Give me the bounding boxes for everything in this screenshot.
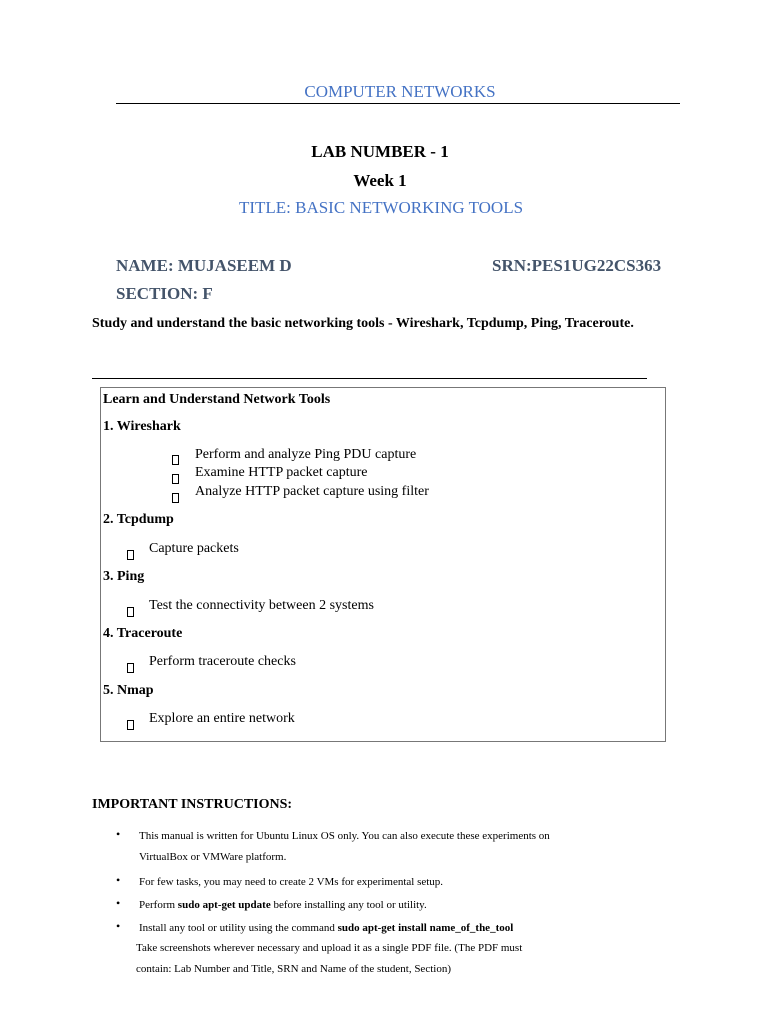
tool-item: Examine HTTP packet capture (195, 465, 368, 480)
student-name: NAME: MUJASEEM D (116, 256, 292, 275)
bullet-icon: • (116, 919, 121, 933)
checkbox-icon (172, 474, 179, 484)
checkbox-icon (127, 720, 134, 730)
instruction-item-4-command: sudo apt-get install name_of_the_tool (337, 922, 514, 934)
course-title: COMPUTER NETWORKS (304, 82, 496, 101)
tool-item: Perform and analyze Ping PDU capture (195, 447, 417, 462)
instructions-heading: IMPORTANT INSTRUCTIONS: (92, 797, 293, 812)
bullet-icon: • (116, 896, 121, 910)
header-divider (116, 103, 680, 104)
lab-title: TITLE: BASIC NETWORKING TOOLS (238, 198, 524, 217)
tool-item: Capture packets (149, 541, 239, 556)
bullet-icon: • (116, 873, 121, 887)
checkbox-icon (127, 663, 134, 673)
checkbox-icon (172, 493, 179, 503)
week-label: Week 1 (353, 171, 407, 190)
tool-heading-ping: 3. Ping (103, 569, 145, 584)
instruction-item-5-line-2: contain: Lab Number and Title, SRN and Name of the student, Section) (136, 963, 451, 975)
tool-heading-traceroute: 4. Traceroute (103, 626, 183, 641)
tool-heading-tcpdump: 2. Tcpdump (103, 512, 174, 527)
checkbox-icon (127, 550, 134, 560)
tool-item: Analyze HTTP packet capture using filter (195, 484, 429, 499)
bullet-icon: • (116, 827, 121, 841)
tools-box-heading: Learn and Understand Network Tools (103, 392, 331, 407)
tool-item: Explore an entire network (149, 711, 295, 726)
instruction-item-3-command: sudo apt-get update (177, 899, 271, 911)
instruction-item-1-line-2: VirtualBox or VMWare platform. (139, 851, 287, 863)
lab-number: LAB NUMBER - 1 (311, 142, 449, 161)
instruction-item-2: For few tasks, you may need to create 2 VMs for experimental setup. (139, 876, 444, 888)
student-srn: SRN:PES1UG22CS363 (492, 256, 662, 275)
instruction-item-3-post: before installing any tool or utility. (270, 899, 427, 911)
instruction-item-3-pre: Perform (139, 899, 178, 911)
checkbox-icon (172, 455, 179, 465)
tool-item: Test the connectivity between 2 systems (149, 598, 374, 613)
student-section: SECTION: F (116, 284, 213, 303)
instruction-item-4-pre: Install any tool or utility using the command (139, 922, 338, 934)
instruction-item-1-line-1: This manual is written for Ubuntu Linux OS only. You can also execute these experiments on (139, 830, 550, 842)
tool-heading-nmap: 5. Nmap (103, 683, 154, 698)
instruction-item-4 (139, 918, 513, 939)
instruction-item-5-line-1: Take screenshots wherever necessary and upload it as a single PDF file. (The PDF must (136, 942, 523, 954)
tool-item: Perform traceroute checks (149, 654, 296, 669)
study-divider (92, 378, 647, 379)
study-statement: Study and understand the basic networking tools - Wireshark, Tcpdump, Ping, Traceroute. (92, 316, 634, 331)
checkbox-icon (127, 607, 134, 617)
tools-box (100, 387, 666, 742)
tool-heading-wireshark: 1. Wireshark (103, 419, 181, 434)
instruction-item-3 (139, 895, 427, 916)
